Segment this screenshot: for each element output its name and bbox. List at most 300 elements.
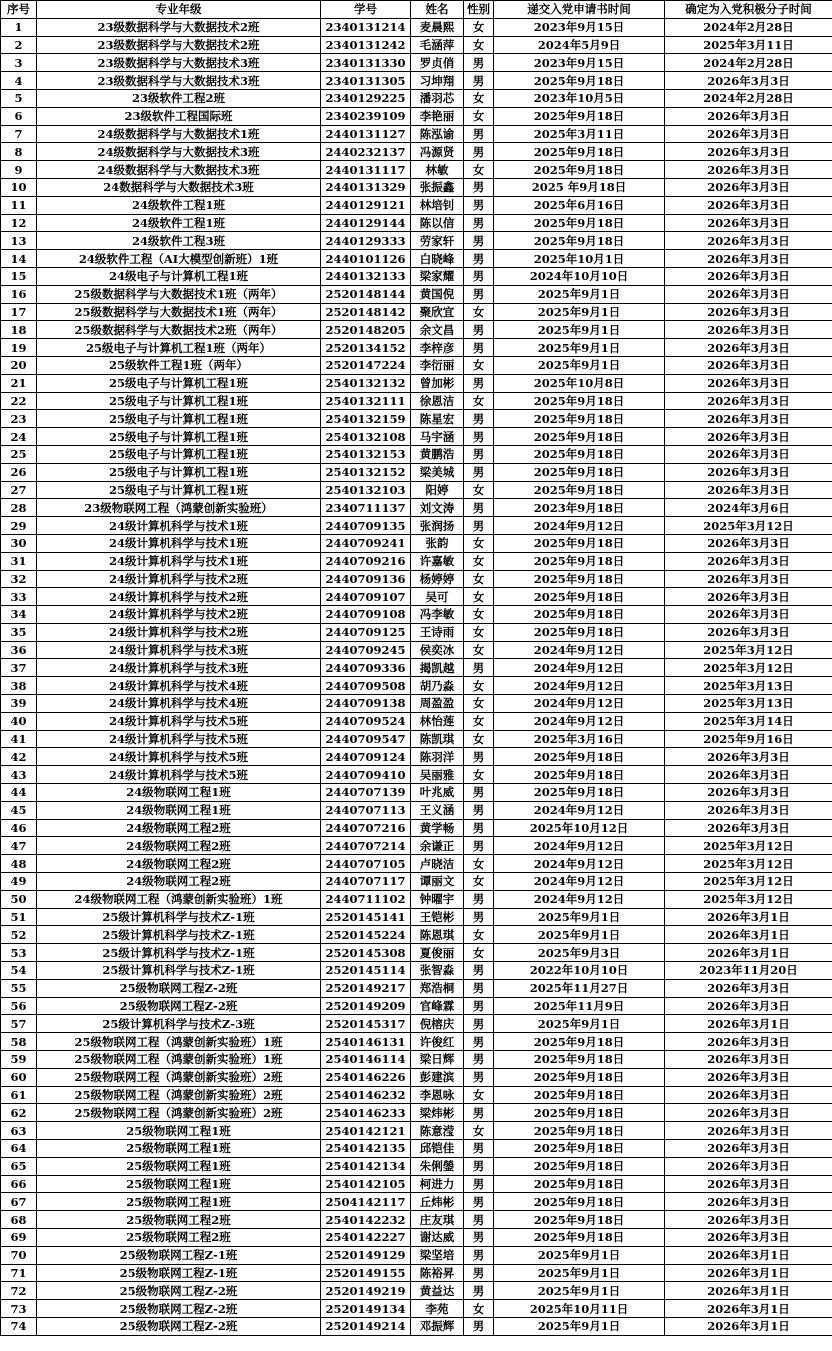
cell-index: 25 (1, 445, 37, 463)
cell-name: 李苑 (411, 1300, 464, 1318)
cell-application-date: 2025年9月1日 (494, 1015, 665, 1033)
cell-name: 邱铠佳 (411, 1140, 464, 1158)
cell-index: 44 (1, 784, 37, 802)
cell-gender: 女 (464, 356, 494, 374)
cell-index: 48 (1, 855, 37, 873)
table-row (1, 54, 832, 72)
cell-application-date: 2025年9月18日 (494, 463, 665, 481)
cell-name: 林培钊 (411, 196, 464, 214)
cell-activist-date: 2026年3月3日 (665, 161, 832, 179)
cell-activist-date: 2025年3月13日 (665, 695, 832, 713)
cell-major-grade: 24级计算机科学与技术2班 (37, 606, 321, 624)
cell-activist-date: 2026年3月3日 (665, 784, 832, 802)
table-row (1, 908, 832, 926)
cell-index: 34 (1, 606, 37, 624)
cell-activist-date: 2026年3月3日 (665, 552, 832, 570)
cell-activist-date: 2026年3月1日 (665, 926, 832, 944)
cell-index: 27 (1, 481, 37, 499)
cell-major-grade: 25级数据科学与大数据技术1班（两年） (37, 285, 321, 303)
cell-gender: 女 (464, 873, 494, 891)
cell-major-grade: 25级物联网工程1班 (37, 1175, 321, 1193)
cell-major-grade: 25级物联网工程（鸿蒙创新实验班）2班 (37, 1104, 321, 1122)
cell-name: 白晓峰 (411, 250, 464, 268)
cell-activist-date: 2026年3月3日 (665, 250, 832, 268)
cell-student-id: 2440709108 (321, 606, 411, 624)
header-application-date: 递交入党申请书时间 (494, 1, 665, 19)
cell-major-grade: 24级物联网工程2班 (37, 873, 321, 891)
cell-application-date: 2025年9月18日 (494, 1122, 665, 1140)
cell-activist-date: 2025年3月12日 (665, 517, 832, 535)
cell-student-id: 2340131330 (321, 54, 411, 72)
cell-application-date: 2025年11月27日 (494, 979, 665, 997)
cell-gender: 男 (464, 1157, 494, 1175)
cell-activist-date: 2024年2月28日 (665, 54, 832, 72)
cell-activist-date: 2026年3月1日 (665, 1264, 832, 1282)
cell-activist-date: 2023年11月20日 (665, 962, 832, 980)
cell-application-date: 2024年9月12日 (494, 855, 665, 873)
cell-index: 3 (1, 54, 37, 72)
cell-name: 马宇涵 (411, 428, 464, 446)
cell-application-date: 2025年9月1日 (494, 1246, 665, 1264)
cell-major-grade: 23级数据科学与大数据技术2班 (37, 18, 321, 36)
cell-major-grade: 25级计算机科学与技术Z-1班 (37, 908, 321, 926)
cell-index: 47 (1, 837, 37, 855)
cell-gender: 男 (464, 410, 494, 428)
cell-major-grade: 25级电子与计算机工程1班 (37, 428, 321, 446)
cell-major-grade: 25级物联网工程Z-2班 (37, 997, 321, 1015)
cell-name: 丘炜彬 (411, 1193, 464, 1211)
cell-application-date: 2025 年9月18日 (494, 178, 665, 196)
table-row (1, 410, 832, 428)
cell-activist-date: 2024年3月6日 (665, 499, 832, 517)
cell-gender: 女 (464, 1300, 494, 1318)
table-row (1, 819, 832, 837)
cell-name: 陈泓谕 (411, 125, 464, 143)
cell-major-grade: 25级电子与计算机工程1班 (37, 374, 321, 392)
cell-activist-date: 2026年3月3日 (665, 303, 832, 321)
cell-application-date: 2025年9月18日 (494, 748, 665, 766)
cell-index: 57 (1, 1015, 37, 1033)
cell-gender: 男 (464, 1051, 494, 1069)
cell-gender: 男 (464, 1282, 494, 1300)
cell-gender: 男 (464, 1193, 494, 1211)
cell-gender: 女 (464, 855, 494, 873)
table-row (1, 1175, 832, 1193)
cell-index: 39 (1, 695, 37, 713)
cell-application-date: 2025年9月18日 (494, 481, 665, 499)
cell-major-grade: 24级计算机科学与技术5班 (37, 766, 321, 784)
cell-index: 53 (1, 944, 37, 962)
cell-student-id: 2440709136 (321, 570, 411, 588)
cell-student-id: 2440232137 (321, 143, 411, 161)
cell-gender: 男 (464, 1211, 494, 1229)
cell-student-id: 2540142135 (321, 1140, 411, 1158)
table-row (1, 143, 832, 161)
cell-activist-date: 2026年3月3日 (665, 534, 832, 552)
cell-activist-date: 2026年3月3日 (665, 107, 832, 125)
cell-student-id: 2340131242 (321, 36, 411, 54)
cell-student-id: 2540142232 (321, 1211, 411, 1229)
cell-activist-date: 2026年3月1日 (665, 1282, 832, 1300)
cell-name: 朱俐鎣 (411, 1157, 464, 1175)
cell-index: 10 (1, 178, 37, 196)
cell-gender: 男 (464, 125, 494, 143)
table-row (1, 944, 832, 962)
cell-index: 18 (1, 321, 37, 339)
cell-index: 61 (1, 1086, 37, 1104)
cell-application-date: 2023年9月18日 (494, 499, 665, 517)
cell-index: 15 (1, 267, 37, 285)
cell-major-grade: 24级计算机科学与技术3班 (37, 641, 321, 659)
cell-name: 侯奕冰 (411, 641, 464, 659)
cell-student-id: 2540132153 (321, 445, 411, 463)
cell-major-grade: 24级数据科学与大数据技术1班 (37, 125, 321, 143)
table-row (1, 321, 832, 339)
cell-application-date: 2025年9月18日 (494, 445, 665, 463)
cell-gender: 男 (464, 837, 494, 855)
cell-name: 叶兆威 (411, 784, 464, 802)
cell-student-id: 2440707113 (321, 801, 411, 819)
cell-major-grade: 25级计算机科学与技术Z-1班 (37, 926, 321, 944)
cell-index: 60 (1, 1068, 37, 1086)
cell-student-id: 2540132108 (321, 428, 411, 446)
table-row (1, 267, 832, 285)
table-row (1, 801, 832, 819)
cell-gender: 女 (464, 588, 494, 606)
cell-gender: 男 (464, 267, 494, 285)
cell-activist-date: 2026年3月3日 (665, 72, 832, 90)
cell-student-id: 2440131117 (321, 161, 411, 179)
cell-activist-date: 2026年3月1日 (665, 1246, 832, 1264)
cell-name: 周盈盈 (411, 695, 464, 713)
cell-activist-date: 2026年3月3日 (665, 339, 832, 357)
cell-activist-date: 2025年9月16日 (665, 730, 832, 748)
cell-index: 6 (1, 107, 37, 125)
cell-name: 吴可 (411, 588, 464, 606)
cell-activist-date: 2026年3月3日 (665, 196, 832, 214)
cell-gender: 女 (464, 161, 494, 179)
cell-index: 64 (1, 1140, 37, 1158)
cell-name: 王义涵 (411, 801, 464, 819)
cell-application-date: 2023年9月15日 (494, 54, 665, 72)
cell-index: 55 (1, 979, 37, 997)
cell-activist-date: 2026年3月3日 (665, 445, 832, 463)
cell-gender: 女 (464, 1122, 494, 1140)
cell-major-grade: 25级计算机科学与技术Z-1班 (37, 944, 321, 962)
cell-gender: 男 (464, 321, 494, 339)
cell-application-date: 2025年9月18日 (494, 552, 665, 570)
table-row (1, 552, 832, 570)
table-row (1, 499, 832, 517)
table-row (1, 606, 832, 624)
cell-gender: 男 (464, 339, 494, 357)
cell-name: 林怡莲 (411, 712, 464, 730)
cell-application-date: 2025年9月18日 (494, 784, 665, 802)
cell-index: 41 (1, 730, 37, 748)
cell-application-date: 2024年10月10日 (494, 267, 665, 285)
cell-application-date: 2025年9月1日 (494, 321, 665, 339)
cell-activist-date: 2026年3月3日 (665, 1228, 832, 1246)
cell-student-id: 2520148142 (321, 303, 411, 321)
cell-gender: 男 (464, 1246, 494, 1264)
cell-activist-date: 2026年3月3日 (665, 1122, 832, 1140)
cell-application-date: 2025年9月18日 (494, 1104, 665, 1122)
cell-activist-date: 2026年3月3日 (665, 748, 832, 766)
cell-application-date: 2025年9月18日 (494, 161, 665, 179)
cell-gender: 男 (464, 801, 494, 819)
cell-index: 32 (1, 570, 37, 588)
cell-application-date: 2024年9月12日 (494, 659, 665, 677)
cell-gender: 男 (464, 1317, 494, 1335)
cell-activist-date: 2026年3月3日 (665, 410, 832, 428)
table-row (1, 445, 832, 463)
cell-application-date: 2025年9月18日 (494, 534, 665, 552)
cell-application-date: 2025年10月8日 (494, 374, 665, 392)
cell-activist-date: 2026年3月3日 (665, 1051, 832, 1069)
cell-application-date: 2024年9月12日 (494, 712, 665, 730)
cell-name: 张韵 (411, 534, 464, 552)
table-row (1, 1228, 832, 1246)
cell-major-grade: 25级计算机科学与技术Z-3班 (37, 1015, 321, 1033)
cell-index: 42 (1, 748, 37, 766)
cell-activist-date: 2025年3月12日 (665, 890, 832, 908)
cell-gender: 女 (464, 481, 494, 499)
cell-name: 王诗雨 (411, 623, 464, 641)
cell-name: 李恩咏 (411, 1086, 464, 1104)
cell-index: 21 (1, 374, 37, 392)
cell-index: 56 (1, 997, 37, 1015)
cell-name: 陈羽洋 (411, 748, 464, 766)
cell-name: 许俊红 (411, 1033, 464, 1051)
cell-student-id: 2540132152 (321, 463, 411, 481)
cell-student-id: 2440709524 (321, 712, 411, 730)
cell-gender: 女 (464, 677, 494, 695)
cell-student-id: 2520145317 (321, 1015, 411, 1033)
cell-major-grade: 25级数据科学与大数据技术1班（两年） (37, 303, 321, 321)
cell-index: 23 (1, 410, 37, 428)
cell-name: 劳家轩 (411, 232, 464, 250)
cell-index: 63 (1, 1122, 37, 1140)
cell-student-id: 2440709135 (321, 517, 411, 535)
table-body (1, 18, 832, 1335)
cell-name: 黄国倪 (411, 285, 464, 303)
cell-major-grade: 25级物联网工程（鸿蒙创新实验班）1班 (37, 1051, 321, 1069)
table-row (1, 1122, 832, 1140)
cell-activist-date: 2026年3月1日 (665, 1317, 832, 1335)
table-row (1, 1086, 832, 1104)
cell-student-id: 2440707139 (321, 784, 411, 802)
cell-student-id: 2440707216 (321, 819, 411, 837)
cell-activist-date: 2026年3月3日 (665, 766, 832, 784)
table-row (1, 1068, 832, 1086)
cell-application-date: 2024年9月12日 (494, 837, 665, 855)
cell-name: 黄鹏浩 (411, 445, 464, 463)
cell-student-id: 2520149134 (321, 1300, 411, 1318)
cell-gender: 男 (464, 54, 494, 72)
cell-student-id: 2440709241 (321, 534, 411, 552)
cell-name: 罗贞俏 (411, 54, 464, 72)
cell-major-grade: 25级物联网工程（鸿蒙创新实验班）2班 (37, 1068, 321, 1086)
cell-gender: 男 (464, 214, 494, 232)
cell-name: 黄益达 (411, 1282, 464, 1300)
table-row (1, 641, 832, 659)
cell-name: 谭丽文 (411, 873, 464, 891)
table-row (1, 623, 832, 641)
cell-activist-date: 2026年3月3日 (665, 356, 832, 374)
cell-major-grade: 24级物联网工程1班 (37, 784, 321, 802)
cell-index: 62 (1, 1104, 37, 1122)
table-row (1, 1246, 832, 1264)
cell-major-grade: 24级数据科学与大数据技术3班 (37, 161, 321, 179)
cell-index: 26 (1, 463, 37, 481)
cell-application-date: 2025年9月18日 (494, 1228, 665, 1246)
cell-major-grade: 23级数据科学与大数据技术3班 (37, 72, 321, 90)
cell-activist-date: 2026年3月3日 (665, 1086, 832, 1104)
table-row (1, 356, 832, 374)
cell-name: 谢达威 (411, 1228, 464, 1246)
cell-major-grade: 25级物联网工程（鸿蒙创新实验班）1班 (37, 1033, 321, 1051)
cell-application-date: 2025年9月18日 (494, 72, 665, 90)
cell-application-date: 2025年9月18日 (494, 1175, 665, 1193)
cell-major-grade: 25级电子与计算机工程1班（两年） (37, 339, 321, 357)
cell-application-date: 2025年9月18日 (494, 410, 665, 428)
cell-name: 徐恩洁 (411, 392, 464, 410)
cell-application-date: 2025年9月18日 (494, 588, 665, 606)
cell-student-id: 2540146233 (321, 1104, 411, 1122)
cell-name: 邓振辉 (411, 1317, 464, 1335)
cell-application-date: 2025年9月18日 (494, 1157, 665, 1175)
cell-name: 陈凯琪 (411, 730, 464, 748)
cell-major-grade: 24级软件工程1班 (37, 214, 321, 232)
cell-name: 揭凯越 (411, 659, 464, 677)
cell-gender: 女 (464, 1086, 494, 1104)
cell-name: 李艳丽 (411, 107, 464, 125)
cell-name: 王铠彬 (411, 908, 464, 926)
cell-gender: 男 (464, 232, 494, 250)
header-name: 姓名 (411, 1, 464, 19)
header-major-grade: 专业年级 (37, 1, 321, 19)
table-row (1, 161, 832, 179)
cell-gender: 女 (464, 36, 494, 54)
cell-index: 45 (1, 801, 37, 819)
cell-index: 68 (1, 1211, 37, 1229)
cell-gender: 女 (464, 303, 494, 321)
cell-application-date: 2024年9月12日 (494, 641, 665, 659)
cell-major-grade: 24级物联网工程2班 (37, 819, 321, 837)
cell-index: 38 (1, 677, 37, 695)
table-row (1, 695, 832, 713)
cell-index: 13 (1, 232, 37, 250)
table-row (1, 89, 832, 107)
cell-student-id: 2440709138 (321, 695, 411, 713)
cell-gender: 男 (464, 178, 494, 196)
cell-student-id: 2440129144 (321, 214, 411, 232)
table-row (1, 534, 832, 552)
cell-name: 李梓彦 (411, 339, 464, 357)
cell-gender: 女 (464, 944, 494, 962)
cell-index: 51 (1, 908, 37, 926)
cell-student-id: 2440131329 (321, 178, 411, 196)
cell-student-id: 2520149209 (321, 997, 411, 1015)
cell-major-grade: 25级物联网工程Z-2班 (37, 1317, 321, 1335)
cell-activist-date: 2025年3月11日 (665, 36, 832, 54)
table-row (1, 570, 832, 588)
header-gender: 性别 (464, 1, 494, 19)
cell-activist-date: 2025年3月12日 (665, 855, 832, 873)
table-row (1, 1264, 832, 1282)
cell-index: 28 (1, 499, 37, 517)
cell-name: 钟曜宇 (411, 890, 464, 908)
table-row (1, 588, 832, 606)
cell-major-grade: 25级物联网工程2班 (37, 1211, 321, 1229)
table-row (1, 837, 832, 855)
cell-major-grade: 25级物联网工程Z-1班 (37, 1264, 321, 1282)
cell-student-id: 2440709124 (321, 748, 411, 766)
cell-major-grade: 24级计算机科学与技术2班 (37, 588, 321, 606)
cell-student-id: 2540142227 (321, 1228, 411, 1246)
cell-activist-date: 2026年3月3日 (665, 1068, 832, 1086)
cell-student-id: 2520145114 (321, 962, 411, 980)
cell-major-grade: 24级软件工程1班 (37, 196, 321, 214)
cell-student-id: 2540142105 (321, 1175, 411, 1193)
cell-activist-date: 2025年3月14日 (665, 712, 832, 730)
cell-index: 43 (1, 766, 37, 784)
cell-gender: 男 (464, 517, 494, 535)
table-row (1, 873, 832, 891)
cell-student-id: 2520149217 (321, 979, 411, 997)
cell-index: 20 (1, 356, 37, 374)
table-row (1, 1033, 832, 1051)
cell-name: 张振鑫 (411, 178, 464, 196)
cell-student-id: 2520149155 (321, 1264, 411, 1282)
header-index: 序号 (1, 1, 37, 19)
cell-application-date: 2025年9月1日 (494, 1282, 665, 1300)
cell-activist-date: 2026年3月3日 (665, 1211, 832, 1229)
cell-gender: 女 (464, 18, 494, 36)
cell-activist-date: 2026年3月3日 (665, 232, 832, 250)
table-row (1, 374, 832, 392)
cell-index: 67 (1, 1193, 37, 1211)
table-row (1, 1015, 832, 1033)
cell-student-id: 2520148205 (321, 321, 411, 339)
cell-activist-date: 2025年3月12日 (665, 837, 832, 855)
table-row (1, 178, 832, 196)
cell-gender: 女 (464, 570, 494, 588)
cell-name: 习坤翔 (411, 72, 464, 90)
cell-major-grade: 25级计算机科学与技术Z-1班 (37, 962, 321, 980)
cell-student-id: 2540132132 (321, 374, 411, 392)
cell-application-date: 2025年9月1日 (494, 285, 665, 303)
cell-name: 卢晓洁 (411, 855, 464, 873)
cell-index: 59 (1, 1051, 37, 1069)
cell-gender: 男 (464, 463, 494, 481)
cell-student-id: 2440711102 (321, 890, 411, 908)
table-row (1, 1157, 832, 1175)
cell-student-id: 2440101126 (321, 250, 411, 268)
table-row (1, 463, 832, 481)
cell-activist-date: 2026年3月3日 (665, 1193, 832, 1211)
cell-major-grade: 24级软件工程3班 (37, 232, 321, 250)
cell-gender: 男 (464, 143, 494, 161)
cell-activist-date: 2026年3月3日 (665, 997, 832, 1015)
cell-student-id: 2440131127 (321, 125, 411, 143)
cell-name: 陈意滢 (411, 1122, 464, 1140)
cell-gender: 男 (464, 819, 494, 837)
cell-gender: 女 (464, 695, 494, 713)
cell-application-date: 2025年9月18日 (494, 570, 665, 588)
cell-application-date: 2025年9月18日 (494, 1068, 665, 1086)
cell-application-date: 2025年9月1日 (494, 926, 665, 944)
